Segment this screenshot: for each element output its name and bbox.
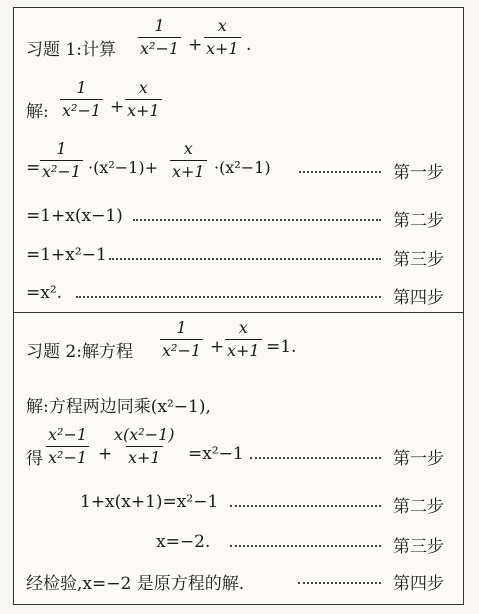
fraction-numerator: x	[183, 139, 193, 158]
solution-fraction-b	[125, 79, 162, 120]
step-label: 第三步	[393, 537, 444, 557]
step-label: 第一步	[393, 163, 444, 183]
step1-fraction-d	[112, 426, 177, 467]
fraction-denominator: x+1	[172, 162, 205, 181]
step-label: 第二步	[393, 497, 444, 517]
fraction-denominator: x+1	[127, 101, 160, 120]
fraction-denominator: x+1	[206, 39, 239, 58]
fraction-numerator: x	[238, 318, 248, 337]
fraction-numerator: 1	[56, 139, 67, 158]
solution-fraction-a	[60, 79, 103, 120]
step3-expression: =1+x²−1	[26, 245, 107, 265]
plus-sign: +	[188, 35, 203, 55]
step1-multiplier-a: ·(x²−1)+	[88, 158, 158, 177]
problem1-fraction-b	[204, 17, 241, 58]
fraction-denominator: x²−1	[42, 162, 82, 181]
fraction-denominator: x²−1	[62, 101, 102, 120]
fraction-denominator: x+1	[227, 341, 260, 360]
leader-dots	[250, 457, 381, 459]
problem1-fraction-a	[138, 17, 181, 58]
plus-sign: +	[210, 337, 225, 357]
step1-fraction-a	[40, 140, 83, 181]
leader-dots	[230, 505, 381, 507]
leader-dots	[299, 171, 381, 173]
fraction-numerator: x	[138, 78, 148, 97]
step1-lead: 得	[26, 449, 43, 469]
fraction-numerator: x(x²−1)	[114, 425, 175, 444]
problem2-title: 习题 2:解方程	[26, 342, 133, 362]
step2-expression: 1+x(x+1)=x²−1	[80, 492, 219, 512]
problem1-period: .	[246, 35, 252, 55]
step-label: 第一步	[393, 449, 444, 469]
section-divider	[13, 312, 464, 313]
plus-sign: +	[98, 444, 113, 464]
step4-conclusion: 经检验,x=−2 是原方程的解.	[26, 574, 245, 594]
step1-fraction-c	[46, 426, 89, 467]
leader-dots	[298, 582, 381, 584]
fraction-denominator: x+1	[127, 448, 161, 467]
leader-dots	[133, 219, 381, 221]
fraction-denominator: x²−1	[140, 39, 180, 58]
step-label: 第四步	[393, 288, 444, 308]
fraction-numerator: 1	[176, 318, 187, 337]
leader-dots	[76, 296, 381, 298]
step2-expression: =1+x(x−1)	[26, 206, 123, 226]
fraction-numerator: x²−1	[48, 425, 88, 444]
plus-sign: +	[110, 97, 125, 117]
fraction-numerator: x	[217, 16, 227, 35]
step1-equals: =	[26, 158, 41, 178]
leader-dots	[230, 545, 381, 547]
step-label: 第三步	[393, 250, 444, 270]
problem2-fraction-b	[225, 319, 262, 360]
step4-expression: =x².	[26, 283, 63, 303]
fraction-numerator: 1	[76, 78, 87, 97]
problem1-title: 习题 1:计算	[26, 40, 116, 60]
solution-line: 解:方程两边同乘(x²−1),	[26, 397, 211, 417]
step-label: 第二步	[393, 211, 444, 231]
step3-expression: x=−2.	[156, 532, 211, 552]
fraction-denominator: x²−1	[162, 341, 202, 360]
leader-dots	[109, 258, 381, 260]
step1-rhs: =x²−1	[188, 444, 244, 464]
problem2-rhs: =1.	[266, 337, 297, 357]
step1-multiplier-b: ·(x²−1)	[214, 158, 271, 177]
step1-fraction-b	[170, 140, 207, 181]
fraction-numerator: 1	[154, 16, 165, 35]
solution-label: 解:	[26, 102, 49, 122]
step-label: 第四步	[393, 574, 444, 594]
problem2-fraction-a	[160, 319, 203, 360]
fraction-denominator: x²−1	[48, 448, 88, 467]
